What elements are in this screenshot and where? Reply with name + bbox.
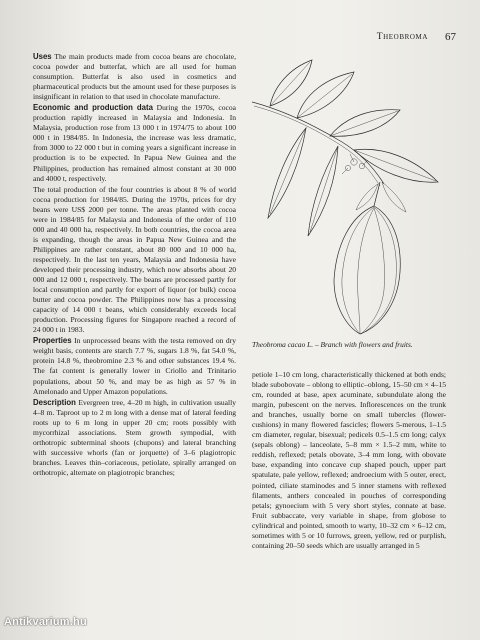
- paragraph-text: The main products made from cocoa beans are chocolate, cocoa powder and butterfat, which are all used for human consumption. Butterfat is also used in cosmetics and pharmaceutical products but the amount used for these purposes is insignificant in relation to that used in chocolate manufacture.: [33, 52, 236, 102]
- pod-ridge-1: [358, 208, 374, 334]
- paragraph-description-cont: petiole 1–10 cm long, characteristically thickened at both ends; blade subobovate – oblong to elliptic–oblong, 15–50 cm × 4–15 cm, rounded at base, apex acuminate, subundulate along the margin, pubescent on the nerves. Inflorescences on the trunk and branches, usually borne on small tubercles (flower-cushions) in many flowered fascicles; flowers 5-merous, 1–1.5 cm diameter, regular, bisexual; pedicels 0.5–1.5 cm long; calyx (sepals oblong) – lanceolate, 5–8 mm × 1.5–2 mm, white to reddish, reflexed; petals obovate, 3–4 mm long, with obovate base, expanding into concave cup shaped pouch, upper part spatulate, pale yellow, reflexed; androecium with 5 outer, erect, pointed, ciliate staminodes and 5 inner stamens with reflexed filaments, anthers concealed in pouches of corresponding petals; gynoecium with 5 very short styles, connate at base. Fruit subbaccate, very variable in shape, from globose to cylindrical and pointed, smooth to warty, 10–32 cm × 6–12 cm, sometimes with 5 or 10 furrows, green, yellow, red or purplish, containing 20–50 seeds which are usually arranged in 5: [252, 370, 446, 550]
- leaf-2-midrib: [297, 74, 352, 118]
- paragraph-text: During the 1970s, cocoa production rapidly increased in Malaysia and Indonesia. In Malaysia, production rose from 13 000 t in 1974/75 to about 100 000 t in 1984/85. In Indonesia, the increase was less dramatic, from 3000 to 22 000 t but in coming years a significant increase in production is to be expected. In Papua New Guinea and the Philippines, production has remained almost constant at 30 000 and 4000 t, respectively.: [33, 103, 236, 183]
- paragraph-text: In unprocessed beans with the testa removed on dry weight basis, contents are starch 7.7 %, sugars 1.8 %, fat 54.0 %, protein 14.8 %, theobromine 2.3 % and other substances 19.4 %. The fat content is generally lower in Criollo and Trinitario populations, about 50 %, and may be as high as 57 % in Amelonado and Upper Amazon populations.: [33, 336, 236, 396]
- cacao-branch-drawing: [242, 50, 447, 338]
- running-header: [0, 32, 456, 46]
- heading-properties: Properties: [33, 336, 72, 346]
- paragraph-production: [33, 185, 236, 336]
- fruit-stalk: [374, 182, 380, 206]
- leaf-1-midrib: [270, 62, 310, 106]
- leaf-5-midrib: [270, 128, 306, 214]
- branch-stem: [252, 102, 384, 184]
- running-title: Theobroma: [376, 32, 428, 42]
- figure-caption: Theobroma cacao L. – Branch with flowers and fruits.: [252, 340, 413, 349]
- heading-uses: Uses: [33, 52, 52, 61]
- paragraph-uses: [33, 52, 236, 102]
- page-number: 67: [445, 31, 456, 43]
- heading-description: Description: [33, 397, 76, 407]
- right-column: [252, 370, 446, 620]
- heading-economic: Economic and production data: [33, 103, 153, 113]
- leaf-3-midrib: [330, 111, 398, 136]
- leaf-6-midrib: [310, 146, 338, 232]
- leaf-7: [382, 182, 406, 212]
- left-column: [33, 52, 236, 620]
- pod-ridge-2: [362, 208, 385, 333]
- cacao-pod: [334, 206, 400, 334]
- branch-stem-outline: [254, 106, 380, 186]
- paragraph-description: [33, 398, 236, 478]
- paragraph-text: Evergreen tree, 4–20 m high, in cultivation usually 4–8 m. Taproot up to 2 m long with a dense mat of lateral feeding roots up to 6 m long in upper 20 cm; roots possibly with mycorrhizal associations. Stem growth sympodial, with orthotropic subterminal shoots (chupons) and lateral branching with successive whorls (fan or jorquette) of 3–6 plagiotropic branches. Leaves thin–coriaceous, petiolate, spirally arranged on orthotropic, alternate on plagiotropic branches;: [33, 397, 236, 477]
- flower-cluster: [342, 154, 368, 174]
- botanical-illustration: [242, 50, 447, 338]
- watermark: Antikvarium.hu: [4, 616, 87, 628]
- paragraph-text: The total production of the four countries is about 8 % of world cocoa production for 1984/85. During the 1970s, prices for dry beans were US$ 2000 per tonne. The areas planted with cocoa were in 1984/85 for Malaysia and Indonesia of the order of 110 000 and 40 000 ha, respectively. In both countries, the cocoa area is expanding, though the areas in Papua New Guinea and the Philippines are rather constant, about 80 000 and 10 000 ha, respectively. In the last ten years, Malaysia and Indonesia have developed their processing industry, which now absorbs about 20 000 and 12 000 t, respectively. The beans are processed partly for local consumption and partly for export of liquor (or bulk) cocoa butter and cocoa powder. The Philippines now has a processing capacity of 14 000 t beans, which considerably exceeds local production. Processing figures for Singapore reached a record of 24 000 t in 1983.: [33, 184, 236, 335]
- paragraph-economic: [33, 103, 236, 183]
- paragraph-properties: [33, 336, 236, 396]
